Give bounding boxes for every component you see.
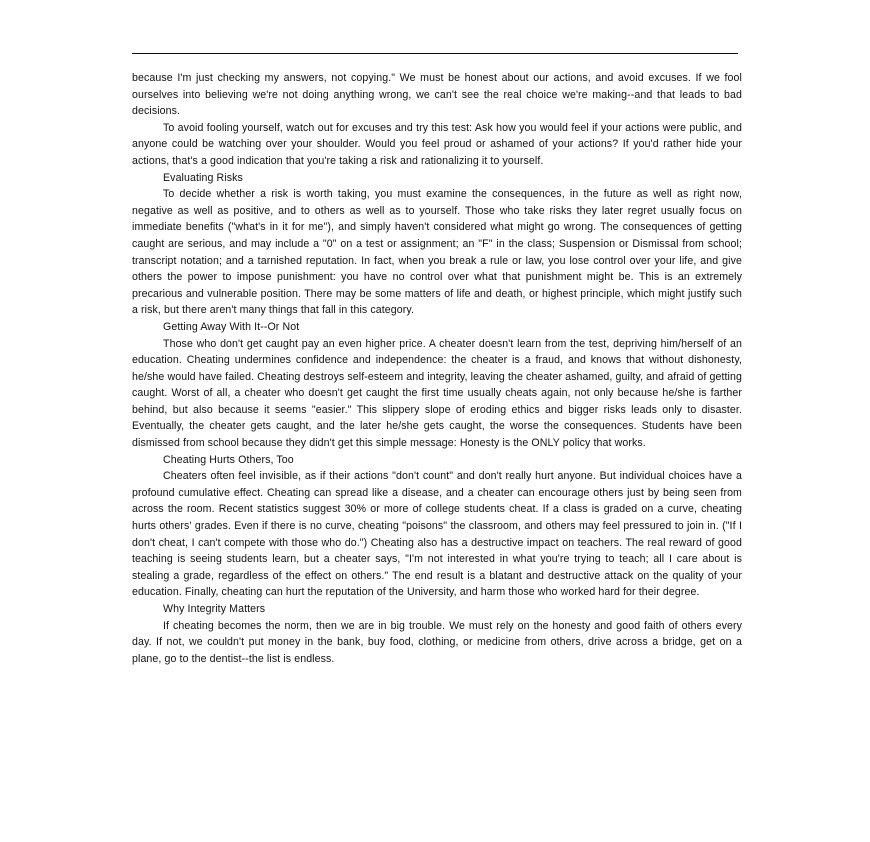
- paragraph-body: Cheaters often feel invisible, as if their actions "don't count" and don't really hurt anyone. But individual choices have a profound cumulative effect. Cheating can spread like a disease, and a cheater can encourage others just by being seen from across the room. Recent statistics suggest 30% or more of college students cheat. If a class is graded on a curve, cheating hurts others' grades. Even if there is no curve, cheating "poisons" the classroom, and others may feel pressured to join in. ("If I don't cheat, I can't compete with those who do.") Cheating also has a destructive impact on teachers. The real reward of good teaching is seeing students learn, but a cheater says, "I'm not interested in what you're trying to teach; all I care about is stealing a grade, regardless of the effect on others." The end result is a blatant and destructive attack on the quality of your education. Finally, cheating can hurt the reputation of the University, and harm those who worked hard for their degree.: [132, 470, 742, 599]
- section-heading: Getting Away With It--Or Not: [163, 320, 300, 333]
- paragraph-body: Those who don't get caught pay an even higher price. A cheater doesn't learn from the test, depriving him/herself of an education. Cheating undermines confidence and independence: the cheater is a fraud, and knows that without dishonesty, he/she would have failed. Cheating destroys self-esteem and integrity, leaving the cheater ashamed, guilty, and afraid of getting caught. Worst of all, a cheater who doesn't get caught the first time usually cheats again, not only because he/she is farther behind, but also because it seems "easier." This slippery slope of eroding ethics and bigger risks leads only to disaster. Eventually, the cheater gets caught, and the later he/she gets caught, the worse the consequences. Students have been dismissed from school because they didn't get this simple message: Honesty is the ONLY policy that works.: [132, 337, 742, 450]
- header-rule: [132, 53, 738, 54]
- section-heading: Why Integrity Matters: [163, 603, 266, 615]
- section-heading: Evaluating Risks: [163, 171, 243, 184]
- paragraph-continuation: because I'm just checking my answers, not copying." We must be honest about our actions, and avoid excuses. If we fool ourselves into believing we're not doing anything wrong, we can't see the real choice we're making--and that leads to bad decisions.: [132, 72, 742, 118]
- paragraph-body: To decide whether a risk is worth taking, you must examine the consequences, in the future as well as right now, negative as well as positive, and to others as well as to yourself. Those who take risks they later regret usually focus on immediate benefits ("what's in it for me"), and simply haven't considered what might go wrong. The consequences of getting caught are serious, and may include a "0" on a test or assignment; an "F" in the class; Suspension or Dismissal from school; transcript notation; and a tarnished reputation. In fact, when you break a rule or law, you lose control over your life, and give others the power to impose punishment: you have no control over what that punishment might be. This is an extremely precarious and vulnerable position. There may be some matters of life and death, or highest principle, which might justify such a risk, but there aren't many things that fall in this category.: [132, 188, 742, 317]
- section-heading: Cheating Hurts Others, Too: [163, 453, 294, 466]
- paragraph-body: To avoid fooling yourself, watch out for excuses and try this test: Ask how you would feel if your actions were public, and anyone could be watching over your shoulder. Would you feel proud or ashamed of your actions? If you'd rather hide your actions, that's a good indication that you're taking a risk and rationalizing it to yourself.: [132, 121, 742, 167]
- paragraph-body: If cheating becomes the norm, then we are in big trouble. We must rely on the honesty and good faith of others every day. If not, we couldn't put money in the bank, buy food, clothing, or medicine from others, drive across a bridge, get on a plane, go to the dentist--the list is endless.: [132, 619, 742, 665]
- document-body: [132, 70, 742, 667]
